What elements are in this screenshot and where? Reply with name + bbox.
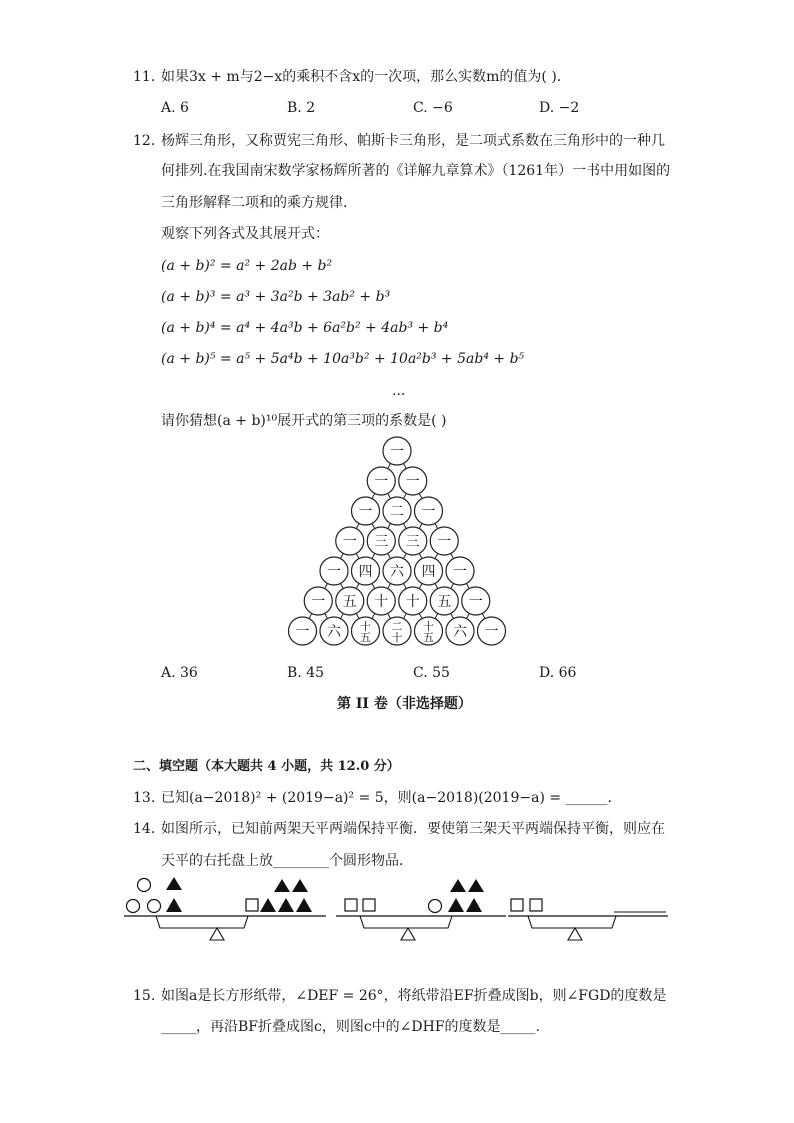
q11-option-a: A. 6 <box>161 100 189 116</box>
triangle-node-label: 一 <box>437 534 452 550</box>
triangle-node-label: 四 <box>421 564 436 580</box>
q14-line1: 如图所示，已知前两架天平两端保持平衡．要使第三架天平两端保持平衡，则应在 <box>161 821 665 837</box>
q11-option-b: B. 2 <box>287 100 316 116</box>
triangle-object <box>274 879 290 892</box>
balance-scale-3 <box>508 899 668 940</box>
triangle-node-label: 四 <box>358 564 373 580</box>
q12-eq4: (a + b)⁴ = a⁴ + 4a³b + 6a²b² + 4ab³ + b⁴ <box>161 320 449 336</box>
triangle-node-label: 十 <box>360 620 371 633</box>
triangle-object <box>450 879 466 892</box>
square-object <box>530 899 542 911</box>
q13-number: 13. <box>133 790 156 806</box>
triangle-node-label: 三 <box>374 534 389 550</box>
square-object <box>345 899 357 911</box>
triangle-node-label: 一 <box>484 624 499 640</box>
triangle-object <box>260 898 276 912</box>
q12-option-c: C. 55 <box>413 665 450 681</box>
triangle-node-label: 二 <box>390 504 404 520</box>
q12-eq5: (a + b)⁵ = a⁵ + 5a⁴b + 10a³b² + 10a²b³ + 5ab⁴ + b⁵ <box>161 351 525 367</box>
square-object <box>246 899 258 911</box>
q12-number: 12. <box>133 133 156 149</box>
q12-question: 请你猜想(a + b)¹⁰展开式的第三项的系数是( ) <box>161 413 447 429</box>
q12-eq2: (a + b)² = a² + 2ab + b² <box>161 258 333 274</box>
circle-object <box>148 900 161 913</box>
circle-object <box>127 900 140 913</box>
q15-line2: _____，再沿BF折叠成图c，则图c中的∠DHF的度数是_____. <box>161 1019 541 1035</box>
section2-title: 二、填空题（本大题共 4 小题，共 12.0 分） <box>133 759 400 774</box>
q15-number: 15. <box>133 988 156 1004</box>
circle-object <box>429 900 442 913</box>
triangle-object <box>296 898 312 912</box>
triangle-node-label: 三 <box>405 534 420 550</box>
q14-line2: 天平的右托盘上放________个圆形物品． <box>161 853 413 869</box>
circle-object <box>138 879 151 892</box>
triangle-node-label: 六 <box>453 624 467 640</box>
q12-eq3: (a + b)³ = a³ + 3a²b + 3ab² + b³ <box>161 289 391 305</box>
triangle-node-label: 六 <box>390 564 404 580</box>
triangle-node-label: 二 <box>391 620 403 633</box>
triangle-node-label: 一 <box>374 474 389 490</box>
q12-line2: 何排列.在我国南宋数学家杨辉所著的《详解九章算术》（1261年）一书中用如图的 <box>161 163 671 179</box>
square-object <box>511 899 523 911</box>
triangle-node-label: 五 <box>342 594 357 610</box>
q15-line1: 如图a是长方形纸带，∠DEF = 26°，将纸带沿EF折叠成图b，则∠FGD的度数是 <box>161 988 667 1004</box>
triangle-node-label: 一 <box>468 594 483 610</box>
square-object <box>363 899 375 911</box>
balance-scales-figure <box>120 874 680 944</box>
yanghui-triangle-figure <box>282 435 512 655</box>
triangle-object <box>466 898 482 912</box>
triangle-node-label: 五 <box>360 631 371 644</box>
triangle-node-label: 一 <box>295 624 310 640</box>
triangle-node-label: 五 <box>423 631 434 644</box>
triangle-object <box>166 877 182 890</box>
triangle-node-label: 十 <box>374 594 389 610</box>
q12-line4: 观察下列各式及其展开式： <box>161 226 329 242</box>
q11-number: 11. <box>133 69 156 85</box>
triangle-node-label: 一 <box>358 504 373 520</box>
q12-line1: 杨辉三角形，又称贾宪三角形、帕斯卡三角形，是二项式系数在三角形中的一种几 <box>161 133 665 149</box>
q12-line3: 三角形解释二项和的乘方规律． <box>161 195 357 211</box>
triangle-node-label: 六 <box>327 624 341 640</box>
triangle-object <box>166 898 182 912</box>
q12-ellipsis: ... <box>392 383 406 399</box>
triangle-object <box>448 898 464 912</box>
q14-number: 14. <box>133 821 156 837</box>
q11-option-c: C. −6 <box>413 100 453 116</box>
triangle-node-label: 一 <box>405 474 420 490</box>
balance-scale-1 <box>124 877 326 940</box>
triangle-node-label: 十 <box>391 631 403 644</box>
q11-option-d: D. −2 <box>539 100 580 116</box>
triangle-node-label: 一 <box>327 564 341 580</box>
triangle-node-label: 五 <box>437 594 452 610</box>
triangle-node-label: 一 <box>342 534 357 550</box>
triangle-object <box>278 898 294 912</box>
triangle-object <box>292 879 308 892</box>
q12-option-a: A. 36 <box>161 665 198 681</box>
triangle-node-label: 十 <box>405 594 420 610</box>
triangle-node-label: 十 <box>423 620 434 633</box>
triangle-node-label: 一 <box>311 594 326 610</box>
part2-title: 第 II 卷（非选择题） <box>337 696 472 712</box>
triangle-object <box>468 879 484 892</box>
balance-scale-2 <box>336 879 506 940</box>
q13-text: 已知(a−2018)² + (2019−a)² = 5，则(a−2018)(2019−a) = ______. <box>161 790 612 806</box>
triangle-node-label: 一 <box>421 504 436 520</box>
q12-option-b: B. 45 <box>287 665 325 681</box>
q12-option-d: D. 66 <box>539 665 577 681</box>
triangle-node-label: 一 <box>453 564 467 580</box>
q11-text: 如果3x + m与2−x的乘积不含x的一次项，那么实数m的值为( )． <box>161 69 571 85</box>
triangle-node-label: 一 <box>390 444 404 460</box>
